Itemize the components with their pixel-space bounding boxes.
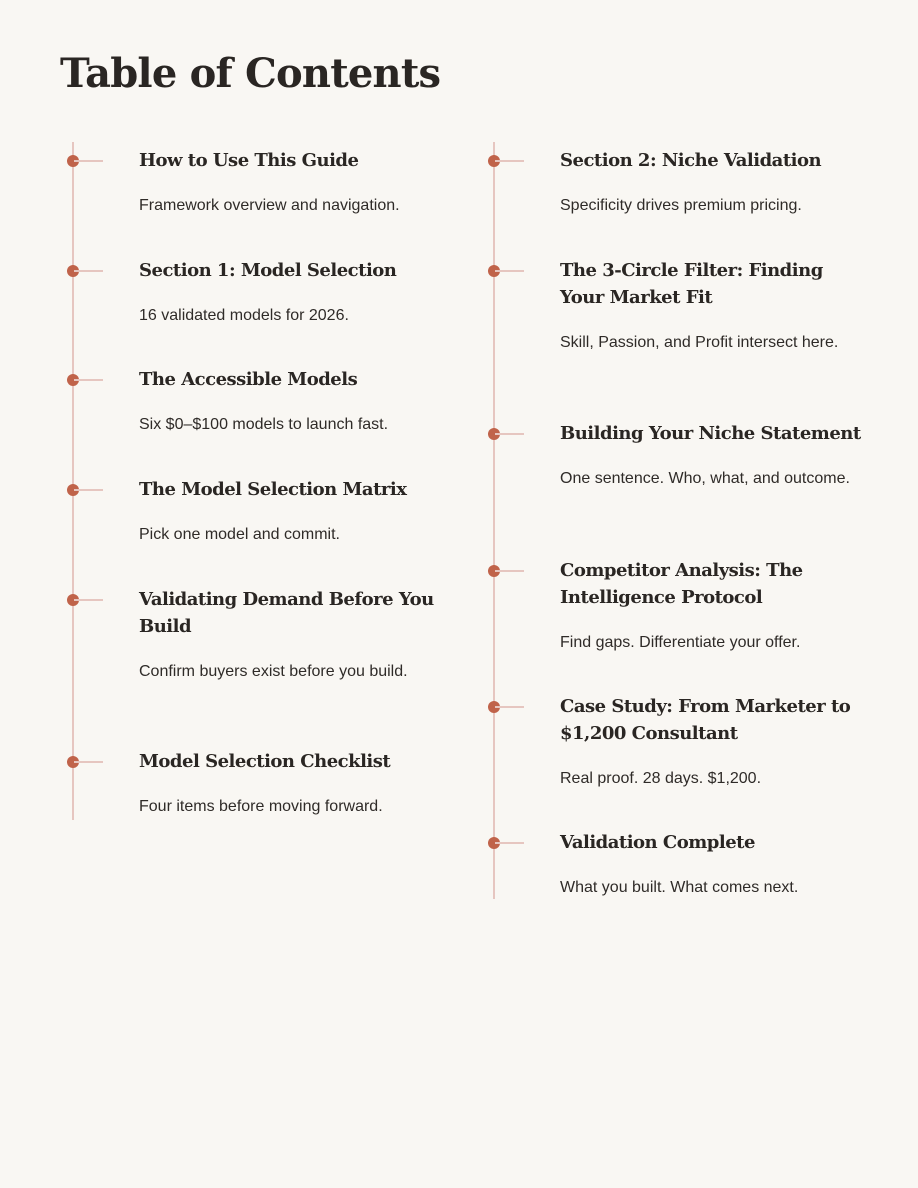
toc-entry-description: Real proof. 28 days. $1,200.: [560, 770, 762, 787]
toc-entry-description: Specificity drives premium pricing.: [560, 197, 802, 214]
toc-entry-description: Framework overview and navigation.: [139, 197, 400, 214]
toc-entry-title[interactable]: The Accessible Models: [139, 369, 358, 390]
timeline-tick: [74, 160, 103, 162]
timeline-tick: [74, 379, 103, 381]
toc-entry-title[interactable]: The Model Selection Matrix: [139, 479, 407, 500]
toc-entry-description: What you built. What comes next.: [560, 879, 799, 896]
timeline-tick: [74, 761, 103, 763]
timeline-tick: [74, 599, 103, 601]
toc-entry-description: Pick one model and commit.: [139, 526, 340, 543]
toc-entry-title[interactable]: Section 2: Niche Validation: [560, 150, 822, 171]
timeline-tick: [495, 270, 524, 272]
timeline-tick: [495, 706, 524, 708]
timeline-tick: [74, 489, 103, 491]
timeline-tick: [495, 570, 524, 572]
toc-entry-description: Skill, Passion, and Profit intersect here.: [560, 334, 839, 351]
toc-entry-title[interactable]: How to Use This Guide: [139, 150, 359, 171]
toc-entry-title[interactable]: Section 1: Model Selection: [139, 260, 397, 281]
toc-entry-description: Six $0–$100 models to launch fast.: [139, 416, 389, 433]
timeline-tick: [74, 270, 103, 272]
toc-entry-description: Find gaps. Differentiate your offer.: [560, 634, 801, 651]
timeline-tick: [495, 842, 524, 844]
toc-entry-title[interactable]: Competitor Analysis: The Intelligence Protocol: [560, 560, 803, 608]
toc-entry-title[interactable]: The 3-Circle Filter: Finding Your Market Fit: [560, 260, 823, 308]
toc-entry-title[interactable]: Model Selection Checklist: [139, 751, 391, 772]
timeline-tick: [495, 433, 524, 435]
toc-entry-title[interactable]: Building Your Niche Statement: [560, 423, 861, 444]
timeline-line: [72, 142, 74, 820]
toc-entry-title[interactable]: Case Study: From Marketer to $1,200 Consultant: [560, 696, 851, 744]
toc-entry-title[interactable]: Validating Demand Before You Build: [139, 589, 434, 637]
toc-entry-description: Confirm buyers exist before you build.: [139, 663, 408, 680]
toc-entry-title[interactable]: Validation Complete: [560, 832, 755, 853]
toc-entry-description: 16 validated models for 2026.: [139, 307, 349, 324]
toc-entry-description: One sentence. Who, what, and outcome.: [560, 470, 850, 487]
timeline-tick: [495, 160, 524, 162]
timeline-line: [493, 142, 495, 899]
toc-entry-description: Four items before moving forward.: [139, 798, 383, 815]
page-title: Table of Contents: [60, 50, 441, 97]
